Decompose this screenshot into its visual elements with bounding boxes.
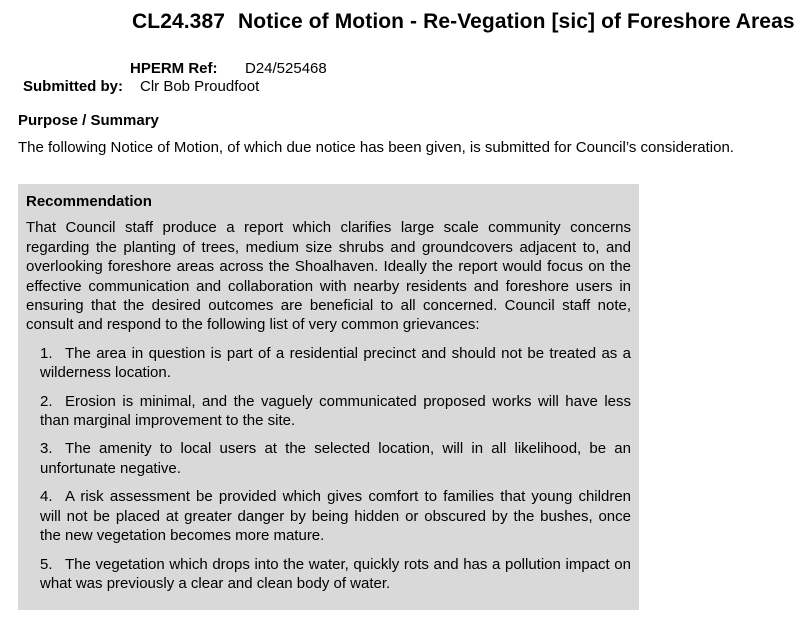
list-item — [40, 439, 631, 478]
recommendation-intro: That Council staff produce a report which clarifies large scale community concerns regarding the planting of trees, medium size shrubs and groundcovers adjacent to, and overlooking foreshore areas across the Shoalhaven. Ideally the report would focus on the effective communication and collaboration with nearby residents and foreshore users in ensuring that the desired outcomes are beneficial to all concerned. Council staff note, consult and respond to the following list of very common grievances: — [26, 219, 631, 334]
list-item-number: 2. — [40, 392, 53, 410]
list-item — [40, 344, 631, 383]
page-title — [132, 9, 795, 35]
list-item — [40, 392, 631, 431]
purpose-summary-text: The following Notice of Motion, of which due notice has been given, is submitted for Council’s consideration. — [18, 139, 734, 156]
list-item — [40, 555, 631, 594]
list-item-number: 3. — [40, 440, 53, 458]
list-item-text: A risk assessment be provided which gives comfort to families that young children will not be placed at greater danger by being hidden or obscured by the bushes, once the new vegetation becomes more mature. — [40, 488, 631, 545]
hperm-ref-row — [130, 59, 327, 78]
list-item-text: The vegetation which drops into the water, quickly rots and has a pollution impact on what was previously a clear and clean body of water. — [40, 555, 631, 592]
agenda-item-title: Notice of Motion - Re-Vegation [sic] of Foreshore Areas — [238, 10, 795, 33]
list-item-text: The amenity to local users at the selected location, will in all likelihood, be an unfortunate negative. — [40, 440, 631, 477]
hperm-ref-value: D24/525468 — [245, 60, 327, 77]
list-item-number: 4. — [40, 488, 53, 506]
purpose-summary-heading: Purpose / Summary — [18, 112, 159, 129]
recommendation-box — [18, 184, 639, 610]
list-item-number: 1. — [40, 344, 53, 362]
hperm-ref-label: HPERM Ref: — [130, 60, 218, 77]
agenda-item-code: CL24.387 — [132, 10, 226, 33]
recommendation-heading: Recommendation — [26, 193, 152, 210]
submitted-by-value: Clr Bob Proudfoot — [140, 78, 260, 95]
list-item-text: Erosion is minimal, and the vaguely communicated proposed works will have less than marginal improvement to the site. — [40, 392, 631, 430]
submitted-by-label: Submitted by: — [23, 78, 123, 95]
list-item-text: The area in question is part of a residential precinct and should not be treated as a wilderness location. — [40, 344, 631, 382]
list-item-number: 5. — [40, 555, 53, 573]
submitted-by-row — [23, 77, 259, 96]
list-item — [40, 487, 631, 545]
